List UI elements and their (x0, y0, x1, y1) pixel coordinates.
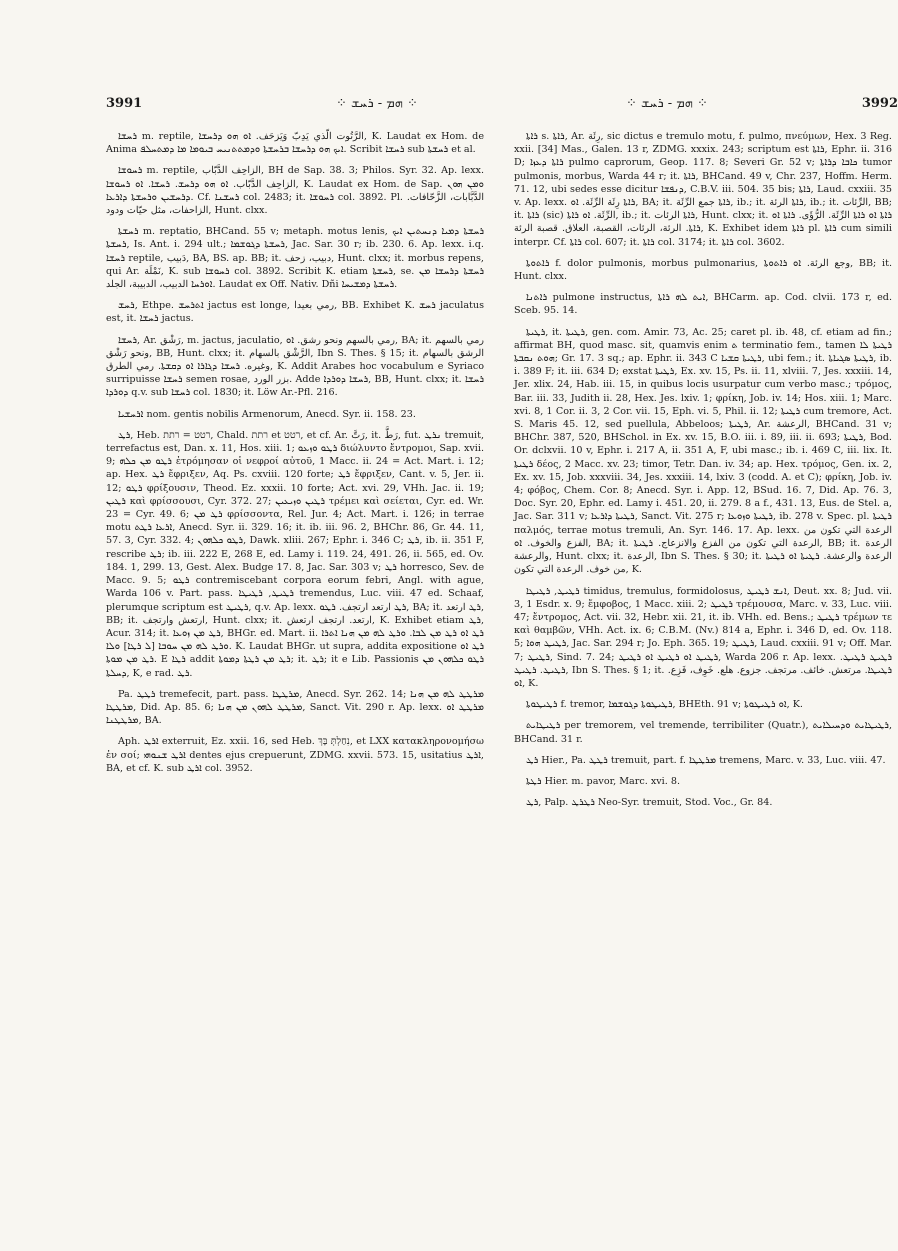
entry-arachshaye: ܐܪܚܫܝܐ nom. gentis nobilis Armenorum, Anecd. Syr. ii. 158. 23. (118, 408, 416, 420)
entry-rachosha: ܪܚܘܫܐ m. reptile, الزاحِف الدَّبّاب, BH de Sap. 38. 3; Philos. Syr. 32. Ap. lexx. الزاحِف الدَّبّاب. ܐܘ ܗܘ ܕܪܚܫ. ܪܚܫܐ. ܐܘ ܪܚܘܫܐ, K. Laudat ex Hom. de Sap. ܘܡܢ ܗܘܢ ܕܪܚܫܝܢ ܘܪܚܫܬܐ ܕܐܪܥܐ. Cf. ܪܚܫܢܐ col. 2483; it. ܪܚܘܫܐ col. 3892. Pl. الدَّبَّابات، الزَّحّافات. الزاحفات، مثل حيّات ودود, Hunt. clxx. (106, 165, 485, 217)
entry-rchashta: ܪܚܫܬܐ m. reptatio, BHCand. 55 v; metaph. motus lenis, ܪܚܫܬܐ ܕܡܝܐ ܕܢܚܬܝܢ ܐܝܟ ܪܚܫܬܐ, Is. Ant. i. 294 ult.; ܪܚܫܬܐ ܕܓܘܫܡܐ, Jac. Sar. 30 r; ib. 230. 6. Ap. lexx. i.q. ܪܚܫܐ reptile, دَبيب, BA, BS. ap. BB; it. دبيب، زحف, Hunt. clxx; it. morbus repens, qui Ar. نَمْلَة, K. sub ܪܚܘܫܐ col. 3892. Scribit K. etiam ܪܚܫܬܐ, se. ܪܚܫܬܐ ܕܪܚܫܐ ܡܢ ܐܘܪܚܐ الدبيب، الدبيبة، الجلد. Laudat ex Off. Nativ. Dñi ܪܚܫܬܐ ܕܡܫܝܚܐ. (106, 226, 484, 291)
entry-hier-ratta: ܪܛܬܐ Hier. m. pavor, Marc. xvi. 8. (526, 775, 680, 787)
running-header (106, 96, 898, 116)
left-column (106, 130, 484, 783)
entry-retita: ܪܛܝܬܐ, it. ܪܛܝܬܐ, gen. com. Amir. 73, Ac. 25; caret pl. ib. 48, cf. etiam ad fin.; affirmat BH, quod masc. sit, quamvis enim ܬ terminatio fem., tamen ܪܛܝܬܐ ܠܐ ܗܘܬ ܢܩܒܬܐ; Gr. 17. 3 sq.; ap. Ephr. ii. 343 C ܪܛܝܬܐ ܩܫܝܐ, ubi fem.; it. ܪܛܝܬܐ ܣܓܝܐܬܐ, ib. i. 389 F; it. iii. 634 D; exstat ܪܛܝܬܐ, Ex. xv. 15, Ps. ii. 11, xlviii. 7, Jes. xxxiii. 14, Jer. xlix. 24, Hab. iii. 15, in quibus locis usurpatur cum verbo masc.; τρόμος, Bar. iii. 33, Judith ii. 28, Hex. Jes. lxiv. 1; φρίκη, Job. iv. 14; Hos. xiii. 1; Marc. xvi. 8, 1 Cor. ii. 3, 2 Cor. vii. 15, Eph. vi. 5, Phil. ii. 12; ܪܛܝܬܐ cum tremore, Act. S. Maris 45. 12, sed puellula, Abbeloos; ܪܛܝܬܐ, Ar. الرعشة, BHCand. 31 v; BHChr. 387, 520, BHSchol. in Ex. xv. 15, B.O. iii. i. 89, iii. ii. 693; ܪܛܝܬܐ, Bod. Or. dclxvii. 10 v, Ephr. i. 217 A, ii. 351 A, F, ubi masc.; ib. i. 469 C, iii. lix. It. ܪܛܝܬܐ δέος, 2 Macc. xv. 23; timor, Tetr. Dan. iv. 34; ap. Hex. τρόμος, Gen. ix. 2, Ex. xv. 15, Job. xxxviii. 34, Jes. xxxiii. 14, lxiv. 3 (codd. A. et C); φρίκη, Job. iv. 4; φόβος, Chem. Cor. 8; Anecd. Syr. i. App. 12, BSud. 16. 7, Did. Ap. 76. 3, Doc. Syr. 20, Ephr. ed. Lamy i. 451. 20, ii. 279. 8 a f., 431. 13, Eus. de Stel. a, Jac. Sar. 311 v; ܪܛܝܬܐ ܕܐܪܥܐ, Sanct. Vit. 275 r; ܪܛܝܬܐ ܘܙܘܥܐ, ib. 278 v. Spec. pl. ܪܛܝܬܐ παλμός, terrae motus tremuli, An. Syr. 146. 17. Ap. lexx. الرعدة التي تكون من الفزع والخوف. ܐܘ, BA; it. الرعدة التي تكون من الفزع والانزعاج. ܪܛܝܬܐ, BB; it. الرعدة والرعشة, Hunt. clxx; it. الرعدة, Ibn S. Thes. § 30; it. الرعدة والرعشة. ܪܛܝܬܐ ܐܘ ܪܛܝܬܐ من خوف. الرعدة التي تكون, K. (514, 326, 893, 576)
left-page-number: 3991 (106, 96, 143, 111)
entry-pa-rattet: Pa. ܪܛܛ tremefecit, part. pass. ܡܪܛܛܐ, Anecd. Syr. 262. 14; ܡܪܛܛ ܠܗ ܡܢ ܗܢܐ ܡܪܛܛܐ, Did. Ap. 85. 6; ܡܪܛܛ ܠܗܘܢ ܡܢ ܗܢܐ, Sanct. Vit. 290 r. Ap. lexx. ܡܪܛܛ ܐܘ ܡܪܛܛܢܐ, BA. (106, 688, 484, 727)
entry-ratetana: ܪܐܬܢܐ pulmone instructus, ܐܝܬ ܠܗ ܪܐܬܐ, BHCarm. ap. Cod. clvii. 173 r, ed. Sceb. 95. 14. (514, 292, 892, 317)
entry-rechsha: ܪܚܫܐ m. reptile, الرَّتُوت الّذي يَدِبّ وَيَزحَف. ܐܘ ܗܘ ܕܪܚܫܐ, K. Laudat ex Hom. de Anima ܐܝܟ ܗܘ ܕܪܚܫܐ ܒܪܚܫܬܐ ܘܕܡܬܬܢܝܚ ܒܝܘܡܐ ܡܐ ܕܡܬܚܠܦ. Scribit ܪܚܫܐ sub ܪܚܫܬܐ et al. (106, 131, 485, 156)
entry-rattitait: ܪܛܝܛܐܝܬ per tremorem, vel tremende, terribiliter (Quatr.), ܪܛܝܛܐܝܬ ܘܕܚܝܠܐܝܬ, BHCand. 31 r. (514, 720, 892, 745)
entry-rachsha-jactus: ܪܚܫܐ, Ar. رَشْق, m. jactus, jaculatio, رمي بالسهم ونحو رشق. ܐܘ, BA; it. رمي بالسهم ونحو رَشْق, BB, Hunt. clxx; it. الرَّشْق بالسهام, Ibn S. Thes. § 15; it. الرشق بالسهام وغيره. ܪܚܫܐ ܕܓܐܪܐ ܐܘ ܕܩܫܬܐ. رمي الطرق, K. Addit Arabes hoc vocabulum e Syriaco surripuisse ܪܚܫܐ semen rosae, بزر الورد. Adde ܪܚܫܐ ܕܘܪܕܐ, BB, Hunt. clxx; it. ܪܚܫܐ ܕܘܪܕܐ q.v. sub ܪܚܫܐ col. 1830; it. Löw Ar.-Pfl. 216. (106, 334, 484, 399)
right-running-title: ⁘ ܗܡ - ܪܚܫ ⁘ (626, 96, 708, 111)
right-page-number: 3992 (861, 96, 898, 111)
entry-palp: ܪܛ, Palp. ܪܛܪܛ Neo-Syr. tremuit, Stod. Voc., Gr. 84. (526, 797, 773, 809)
entry-ratuta: ܪܐܬܘܬܐ f. dolor pulmonis, morbus pulmonarius, وجع الرئة. ܐܘ ܪܐܬܘܬܐ, BB; it. Hunt. clxx. (514, 257, 892, 283)
entry-ratt: ܪܛ, Heb. רטט = רתת, Chald. רתת et רטט, et cf. Ar. رَتَّ, it. رَطَّ, fut. ܢܪܛ tremuit, terrefactus est, Dan. x. 11, Hos. xiii. 1; ܪܛܘ ܘܙܥܘ διώλυντο ἔντρομοι, Sap. xvii. 9; ܪܛܘ ܡܢ ܟܠܗ ἐτρόμησαν οἱ νεφροί αὐτοῦ, 1 Macc. ii. 24 = Act. Mart. i. 12; ap. Hex. ܪܛ ἔφριξεν, Aq. Ps. cxviii. 120 forte; ܪܛ ἔφριξεν, Cant. v. 5, Jer. ii. 12; ܪܛܘ φρίξουσιν, Theod. Ez. xxxii. 10 forte; Act. xvi. 29, VHh. Jac. ii. 19; ܪܛܝܢ καὶ φρίσσουσι, Cyr. 372. 27; ܪܛܝܢ ܘܙܝܥܝܢ τρέμει καὶ σείεται, Cyr. ed. Wr. 23 = Cyr. 49. 6; ܪܛ ܡܢ φρίσσοντα, Rel. Jur. 4; Act. Mart. i. 126; in terrae motu ܐܪܥܐ ܪܛܬ, Anecd. Syr. ii. 329. 16; it. ib. iii. 96. 2, BHChr. 86, Gr. 44. 11, 57. 3, Cyr. 332. 4; ܪܛܘ ܟܠܗܘܢ, Dawk. xliii. 267; Ephr. i. 346 C; ܪܛ, ib. ii. 351 F, rescribe ܪܛ; ib. iii. 222 E, 268 E, ed. Lamy i. 119. 24, 491. 26, ii. 565, ed. Ov. 184. 1, 299. 13, Gest. Alex. Budge 17. 8, Jac. Sar. 303 v; ܪܛ horresco, Sev. de Macc. 9. 5; ܪܛܘ contremiscebant corpora eorum febri, Angl. with ague, Warda 106 v. Part. pass. ܪܛܝܛ, ܪܛܝܛܐ tremendus, Luc. viii. 47 ed. Schaaf, plerumque scriptum est ܪܛܝܛ, q.v. Ap. lexx. ܪܛ ارتعد ارتجف. ܪܛܘ, BA; it. ܪܛ ارتعد, BB; it. ارتعش وارتجف, Hunt. clxx; it. ارتعد. ارتجف ارتعش, K. Exhibet etiam ܪܛ, Acur. 314; it. ܪܛ ܡܢ ܙܘܥܐ, BHGr. ed. Mart. ii. ܪܛ ܐܘ ܪܛ ܡܢ ܠܒܐ. ܘܪܛ ܠܗ ܡܢ ܗܢܐ ܐܬܪܐ ܘܪܛ ܠܗ ܡܢ ܚܘܒܐ [ܠ ܪܛܐ] ܘܠܐ. K. Laudat BHGr. ut supra, addita expositione ܪܛ ܐܘ ܪܛ ܡܢ ܡܘܬܐ. E ܪܛܐ addit ܪܛ ܡܢ ܪܛܬܐ ܕܡܘܬܐ; it. ܪܛ; it e Lib. Passionis ܪܛܘ ܟܠܗܘܢ ܡܢ ܕܚܠܬܐ, K, e rad. ܪܛ. (106, 429, 485, 679)
entry-rattitutha: ܪܛܝܛܘܬܐ f. tremor, ܪܛܝܛܘܬܐ ܕܓܘܫܡܐ, BHEth. 91 v; ܐܘ ܪܛܝܛܘܬܐ, K. (526, 699, 803, 711)
left-running-title: ⁘ ܗܡ - ܪܚܫ ⁘ (336, 96, 418, 111)
entry-rata-pulmo: ܪܐܬܐ s. ܪܐܬܐ, Ar. رِئَة, sic dictus e tremulo motu, f. pulmo, πνεύμων, Hex. 3 Reg. xxii. [34] Mas., Galen. 13 r, ZDMG. xxxix. 243; scriptum est ܪܐܬܐ, Ephr. ii. 316 D; ܪܐܬܐ ܕܥܙܐ pulmo caprorum, Geop. 117. 8; Severi Gr. 52 v; ܟܐܒܐ ܕܪܐܬܐ tumor pulmonis, morbus, Warda 44 r; it. ܪܐܬܐ, BHCand. 49 v, Chr. 237, Hoffm. Herm. 71. 12, ubi sedes esse dicitur ܕܢܦܫܐ, C.B.V. iii. 504. 35 bis; ܪܐܬܐ, Laud. cxxiii. 35 v. Ap. lexx. ܪܐܬܐ رِئَة الرِّئَة. ܐܘ, BA; it. ܪܐܬܐ جمع الرِّئَة, ib.; it. ܪܐܬܐ الرئة, ib.; it. الرِّئات, BB; it. ܪܐܬܐ (sic) الرِّئَة. ܐܘ ܪܐܬܐ, ib.; it. ܪܐܬܐ الرئات, Hunt. clxx; it. ܪܐܬܐ ܐܘ ܪܐܬܐ الرِّئَة. الرُّؤَى. ܪܐܬܐ ܐܘ ܪܐܬܐ. الرئة، الرئات، القصبة، العلاق. قصبة الرئة, K. Exhibet idem ܪܐܬܐ pl. ܪܐܬܐ cum simili interpr. Cf. ܪܐܬܐ col. 607; it. ܪܐܬܐ col. 3174; it. ܪܐܬܐ col. 3602. (514, 131, 893, 248)
entry-aph-arit: Aph. ܐܪܛ exterruit, Ez. xxii. 16, sed Heb. נִחַלְתְּ בָּךְ, et LXX κατακληρονομήσω ἐν σοί; ܐܪܛ ܫܢܘܗܝ dentes ejus crepuerunt, ZDMG. xxvii. 573. 15, usitatius ܐܪܛ, BA, et cf. K. sub ܐܪܛ col. 3952. (106, 736, 484, 774)
entry-rattita-timidus: ܪܛܝܛ, ܪܛܝܛܐ timidus, tremulus, formidolosus, ܐܢܫ ܪܛܝܛ, Deut. xx. 8; Jud. vii. 3, 1 Esdr. x. 9; ἔμφοβος, 1 Macc. xiii. 2; ܪܛܝܛ τρέμουσα, Marc. v. 33, Luc. viii. 47; ἔντρομος, Act. vii. 32, Hebr. xii. 21, it. ib. VHh. ed. Bens.; ܪܛܝܛ τρέμων τε καὶ θαμβῶν, VHh. Act. ix. 6; C.B.M. (Nv.) 814 a, Ephr. i. 346 D, ed. Ov. 118. 5; ܪܛܝܛ ܗܘܐ, Jac. Sar. 294 r; Jo. Eph. 365. 19; ܪܛܝܛ, Laud. cxxiii. 91 v; Off. Mar. 7; ܪܛܝܛ, Sind. 7. 24; ܪܛܝܛ ܐܘ ܪܛܝܛ ܐܘ ܪܛܝܛ, Warda 206 r. Ap. lexx. ܪܛܝܛ ܪܛܝܛ. ܪܛܝܛ. ܪܛܝܛ, Ibn S. Thes. § 1; it. ܪܛܝܛܐ. مرتعش. خائف. مرتجف. جزوع. هلع. خَوِف، فَزِع. ܐܘ, K. (514, 585, 893, 689)
entry-hier-rat: ܪܛ Hier., Pa. ܪܛܛ tremuit, part. f. ܡܪܛܛܐ tremens, Marc. v. 33, Luc. viii. 47. (526, 754, 886, 766)
right-column (514, 130, 892, 817)
entry-rachas: ܪܚܫ, Ethpe. ܐܬܪܚܫ jactus est longe, رمي بعيدا, BB. Exhibet K. ܪܚܫ jaculatus est, it. ܪܚܫܐ jactus. (106, 300, 485, 325)
